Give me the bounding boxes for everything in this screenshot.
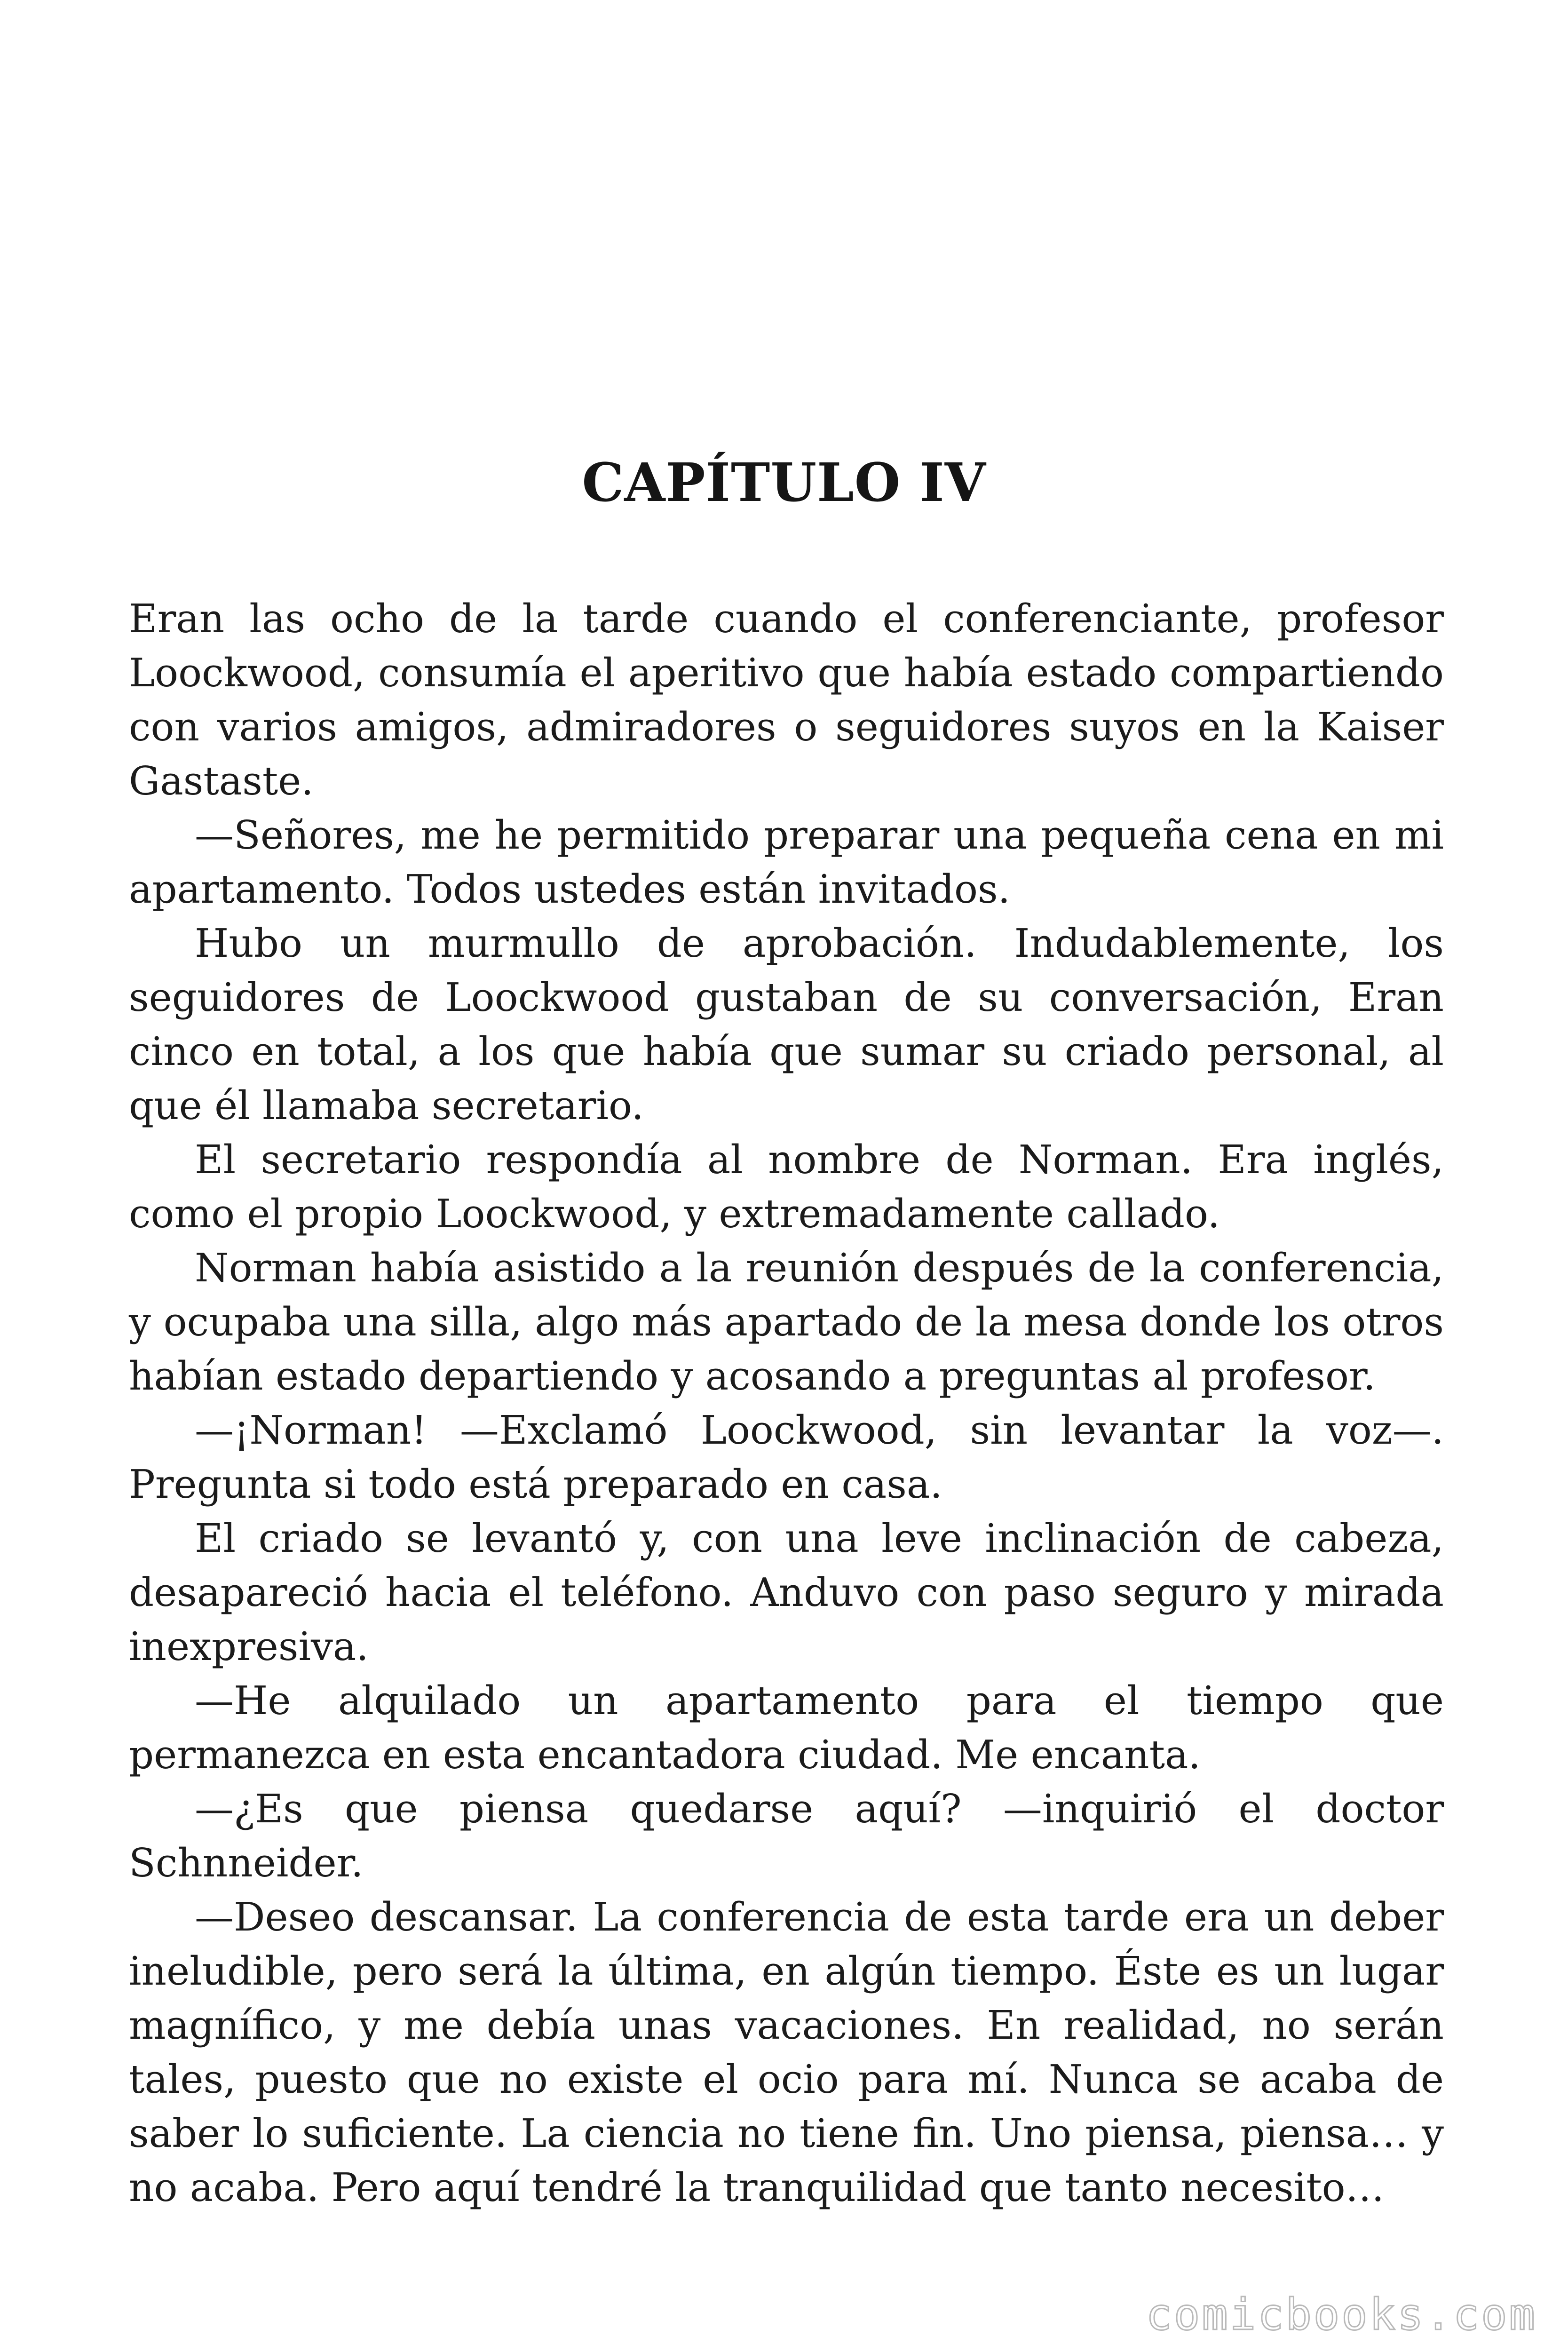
chapter-title: CAPÍTULO IV — [582, 452, 986, 514]
paragraph-3: Hubo un murmullo de aprobación. Indudablemente, los seguidores de Loockwood gustaban de su conversación, Eran cinco en total, a los que había que sumar su criado personal, al que él llamaba secretario. — [129, 921, 1444, 1128]
paragraph-4: El secretario respondía al nombre de Norman. Era inglés, como el propio Loockwood, y extremadamente callado. — [129, 1137, 1444, 1237]
watermark: comicbooks.com — [1146, 2289, 1537, 2340]
paragraph-2: —Señores, me he permitido preparar una pequeña cena en mi apartamento. Todos ustedes están invitados. — [129, 812, 1444, 912]
paragraph-8: —He alquilado un apartamento para el tiempo que permanezca en esta encantadora ciudad. Me encanta. — [129, 1678, 1444, 1778]
paragraph-1: Eran las ocho de la tarde cuando el conferenciante, profesor Loockwood, consumía el aperitivo que había estado compartiendo con varios amigos, admiradores o seguidores suyos en la Kaiser Gastaste. — [129, 596, 1444, 804]
paragraph-10: —Deseo descansar. La conferencia de esta tarde era un deber ineludible, pero será la última, en algún tiempo. Éste es un lugar magnífico, y me debía unas vacaciones. En realidad, no serán tales, puesto que no existe el ocio para mí. Nunca se acaba de saber lo suficiente. La ciencia no tiene fin. Uno piensa, piensa… y no acaba. Pero aquí tendré la tranquilidad que tanto necesito… — [129, 1894, 1444, 2210]
paragraph-5: Norman había asistido a la reunión después de la conferencia, y ocupaba una silla, algo más apartado de la mesa donde los otros habían estado departiendo y acosando a preguntas al profesor. — [129, 1245, 1444, 1399]
paragraph-6: —¡Norman! —Exclamó Loockwood, sin levantar la voz—. Pregunta si todo está preparado en casa. — [129, 1407, 1444, 1507]
paragraph-7: El criado se levantó y, con una leve inclinación de cabeza, desapareció hacia el teléfono. Anduvo con paso seguro y mirada inexpresiva. — [129, 1516, 1444, 1669]
paragraph-9: —¿Es que piensa quedarse aquí? —inquirió el doctor Schnneider. — [129, 1786, 1444, 1886]
chapter-body — [129, 592, 1444, 2215]
